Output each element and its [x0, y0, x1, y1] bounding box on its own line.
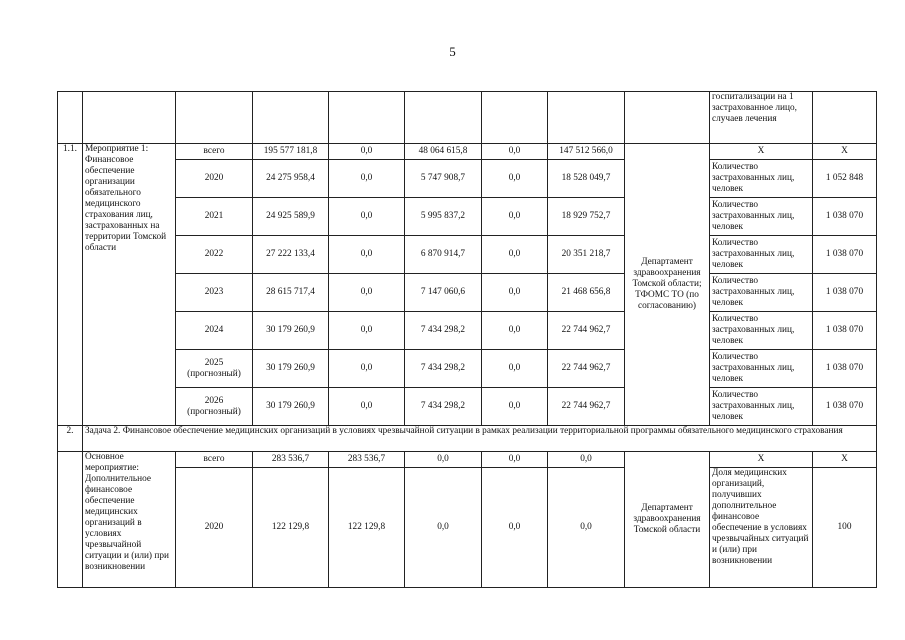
table-row — [58, 236, 877, 274]
indicator-cell: Количество застрахованных лиц, человек — [710, 312, 813, 350]
indicator-cell: Количество застрахованных лиц, человек — [710, 350, 813, 388]
funding-cell: 0,0 — [482, 468, 548, 588]
indicator-value: 1 038 070 — [813, 350, 877, 388]
indicator-value: 1 052 848 — [813, 160, 877, 198]
funding-cell: 7 434 298,2 — [405, 312, 482, 350]
cell-empty — [329, 92, 405, 144]
total-cell: 27 222 133,4 — [253, 236, 329, 274]
table-row — [58, 160, 877, 198]
funding-cell: 0,0 — [548, 452, 625, 468]
funding-cell: 283 536,7 — [329, 452, 405, 468]
funding-cell: 6 870 914,7 — [405, 236, 482, 274]
funding-cell: 0,0 — [482, 144, 548, 160]
funding-cell: 0,0 — [329, 312, 405, 350]
table-row — [58, 198, 877, 236]
indicator-value: X — [813, 452, 877, 468]
indicator-cell: Количество застрахованных лиц, человек — [710, 236, 813, 274]
cell-empty — [548, 92, 625, 144]
total-cell: 122 129,8 — [253, 468, 329, 588]
funding-cell: 147 512 566,0 — [548, 144, 625, 160]
page-number: 5 — [449, 44, 456, 59]
funding-cell: 0,0 — [329, 236, 405, 274]
table-row — [58, 350, 877, 388]
indicator-cell: Количество застрахованных лиц, человек — [710, 388, 813, 426]
indicator-cell: X — [710, 144, 813, 160]
funding-cell: 0,0 — [329, 274, 405, 312]
executor-cell: Департамент здравоохранения Томской области — [625, 452, 710, 588]
funding-cell: 0,0 — [482, 160, 548, 198]
funding-cell: 0,0 — [482, 388, 548, 426]
funding-cell: 7 434 298,2 — [405, 388, 482, 426]
cell-empty — [625, 92, 710, 144]
total-cell: 24 925 589,9 — [253, 198, 329, 236]
indicator-value: 1 038 070 — [813, 274, 877, 312]
funding-cell: 7 434 298,2 — [405, 350, 482, 388]
funding-cell: 122 129,8 — [329, 468, 405, 588]
total-cell: 30 179 260,9 — [253, 388, 329, 426]
row-number: 1.1. — [58, 144, 83, 426]
activity-name: Мероприятие 1: Финансовое обеспечение организации обязательного медицинского страхования лиц, застрахованных на территории Томской области — [83, 144, 176, 426]
activity-name: Основное мероприятие: Дополнительное финансовое обеспечение медицинских организаций в условиях чрезвычайной ситуации и (или) при возникновении — [83, 452, 176, 588]
total-cell: 30 179 260,9 — [253, 312, 329, 350]
funding-cell: 22 744 962,7 — [548, 388, 625, 426]
indicator-cell: Доля медицинских организаций, получивших дополнительное финансовое обеспечение в условиях чрезвычайных ситуаций и (или) при возникновении — [710, 468, 813, 588]
indicator-cell: Количество застрахованных лиц, человек — [710, 160, 813, 198]
funding-cell: 0,0 — [548, 468, 625, 588]
cell-empty — [405, 92, 482, 144]
indicator-value: 1 038 070 — [813, 388, 877, 426]
indicator-value: 100 — [813, 468, 877, 588]
funding-cell: 48 064 615,8 — [405, 144, 482, 160]
year-cell: 2026 (прогнозный) — [176, 388, 253, 426]
total-cell: 28 615 717,4 — [253, 274, 329, 312]
cell-empty — [813, 92, 877, 144]
year-cell: 2024 — [176, 312, 253, 350]
funding-cell: 0,0 — [482, 236, 548, 274]
table-row — [58, 468, 877, 588]
year-cell: всего — [176, 452, 253, 468]
indicator-cell: X — [710, 452, 813, 468]
funding-cell: 18 528 049,7 — [548, 160, 625, 198]
total-cell: 24 275 958,4 — [253, 160, 329, 198]
table-row — [58, 388, 877, 426]
cell-empty — [58, 452, 83, 588]
year-cell: 2021 — [176, 198, 253, 236]
indicator-value: 1 038 070 — [813, 236, 877, 274]
indicator-value: 1 038 070 — [813, 312, 877, 350]
cell-empty — [58, 92, 83, 144]
funding-cell: 0,0 — [482, 274, 548, 312]
cell-empty — [83, 92, 176, 144]
table-row — [58, 452, 877, 468]
funding-cell: 0,0 — [329, 144, 405, 160]
table-row — [58, 144, 877, 160]
total-cell: 195 577 181,8 — [253, 144, 329, 160]
funding-cell: 7 147 060,6 — [405, 274, 482, 312]
task-title: Задача 2. Финансовое обеспечение медицинских организаций в условиях чрезвычайной ситуации в рамках реализации территориальной программы обязательного медицинского страхования — [83, 426, 877, 452]
year-cell: 2022 — [176, 236, 253, 274]
table-row — [58, 312, 877, 350]
task-row — [58, 426, 877, 452]
funding-cell: 0,0 — [329, 350, 405, 388]
total-cell: 30 179 260,9 — [253, 350, 329, 388]
funding-cell: 20 351 218,7 — [548, 236, 625, 274]
continuation-row — [58, 92, 877, 144]
year-cell: 2023 — [176, 274, 253, 312]
row-number: 2. — [58, 426, 83, 452]
funding-cell: 0,0 — [405, 468, 482, 588]
funding-cell: 0,0 — [329, 388, 405, 426]
funding-cell: 0,0 — [329, 160, 405, 198]
cell-empty — [482, 92, 548, 144]
total-cell: 283 536,7 — [253, 452, 329, 468]
table-row — [58, 274, 877, 312]
year-cell: 2020 — [176, 468, 253, 588]
funding-cell: 0,0 — [482, 312, 548, 350]
funding-cell: 21 468 656,8 — [548, 274, 625, 312]
funding-cell: 0,0 — [482, 198, 548, 236]
indicator-value: X — [813, 144, 877, 160]
funding-cell: 0,0 — [482, 350, 548, 388]
year-cell: всего — [176, 144, 253, 160]
funding-cell: 22 744 962,7 — [548, 312, 625, 350]
funding-cell: 5 995 837,2 — [405, 198, 482, 236]
indicator-value: 1 038 070 — [813, 198, 877, 236]
funding-cell: 0,0 — [482, 452, 548, 468]
program-table — [57, 91, 877, 588]
funding-cell: 0,0 — [329, 198, 405, 236]
funding-cell: 18 929 752,7 — [548, 198, 625, 236]
indicator-cell: госпитализации на 1 застрахованное лицо, случаев лечения — [710, 92, 813, 144]
funding-cell: 0,0 — [405, 452, 482, 468]
funding-cell: 5 747 908,7 — [405, 160, 482, 198]
cell-empty — [253, 92, 329, 144]
year-cell: 2020 — [176, 160, 253, 198]
executor-cell: Департамент здравоохранения Томской области; ТФОМС ТО (по согласованию) — [625, 144, 710, 426]
indicator-cell: Количество застрахованных лиц, человек — [710, 274, 813, 312]
indicator-cell: Количество застрахованных лиц, человек — [710, 198, 813, 236]
funding-cell: 22 744 962,7 — [548, 350, 625, 388]
year-cell: 2025 (прогнозный) — [176, 350, 253, 388]
cell-empty — [176, 92, 253, 144]
